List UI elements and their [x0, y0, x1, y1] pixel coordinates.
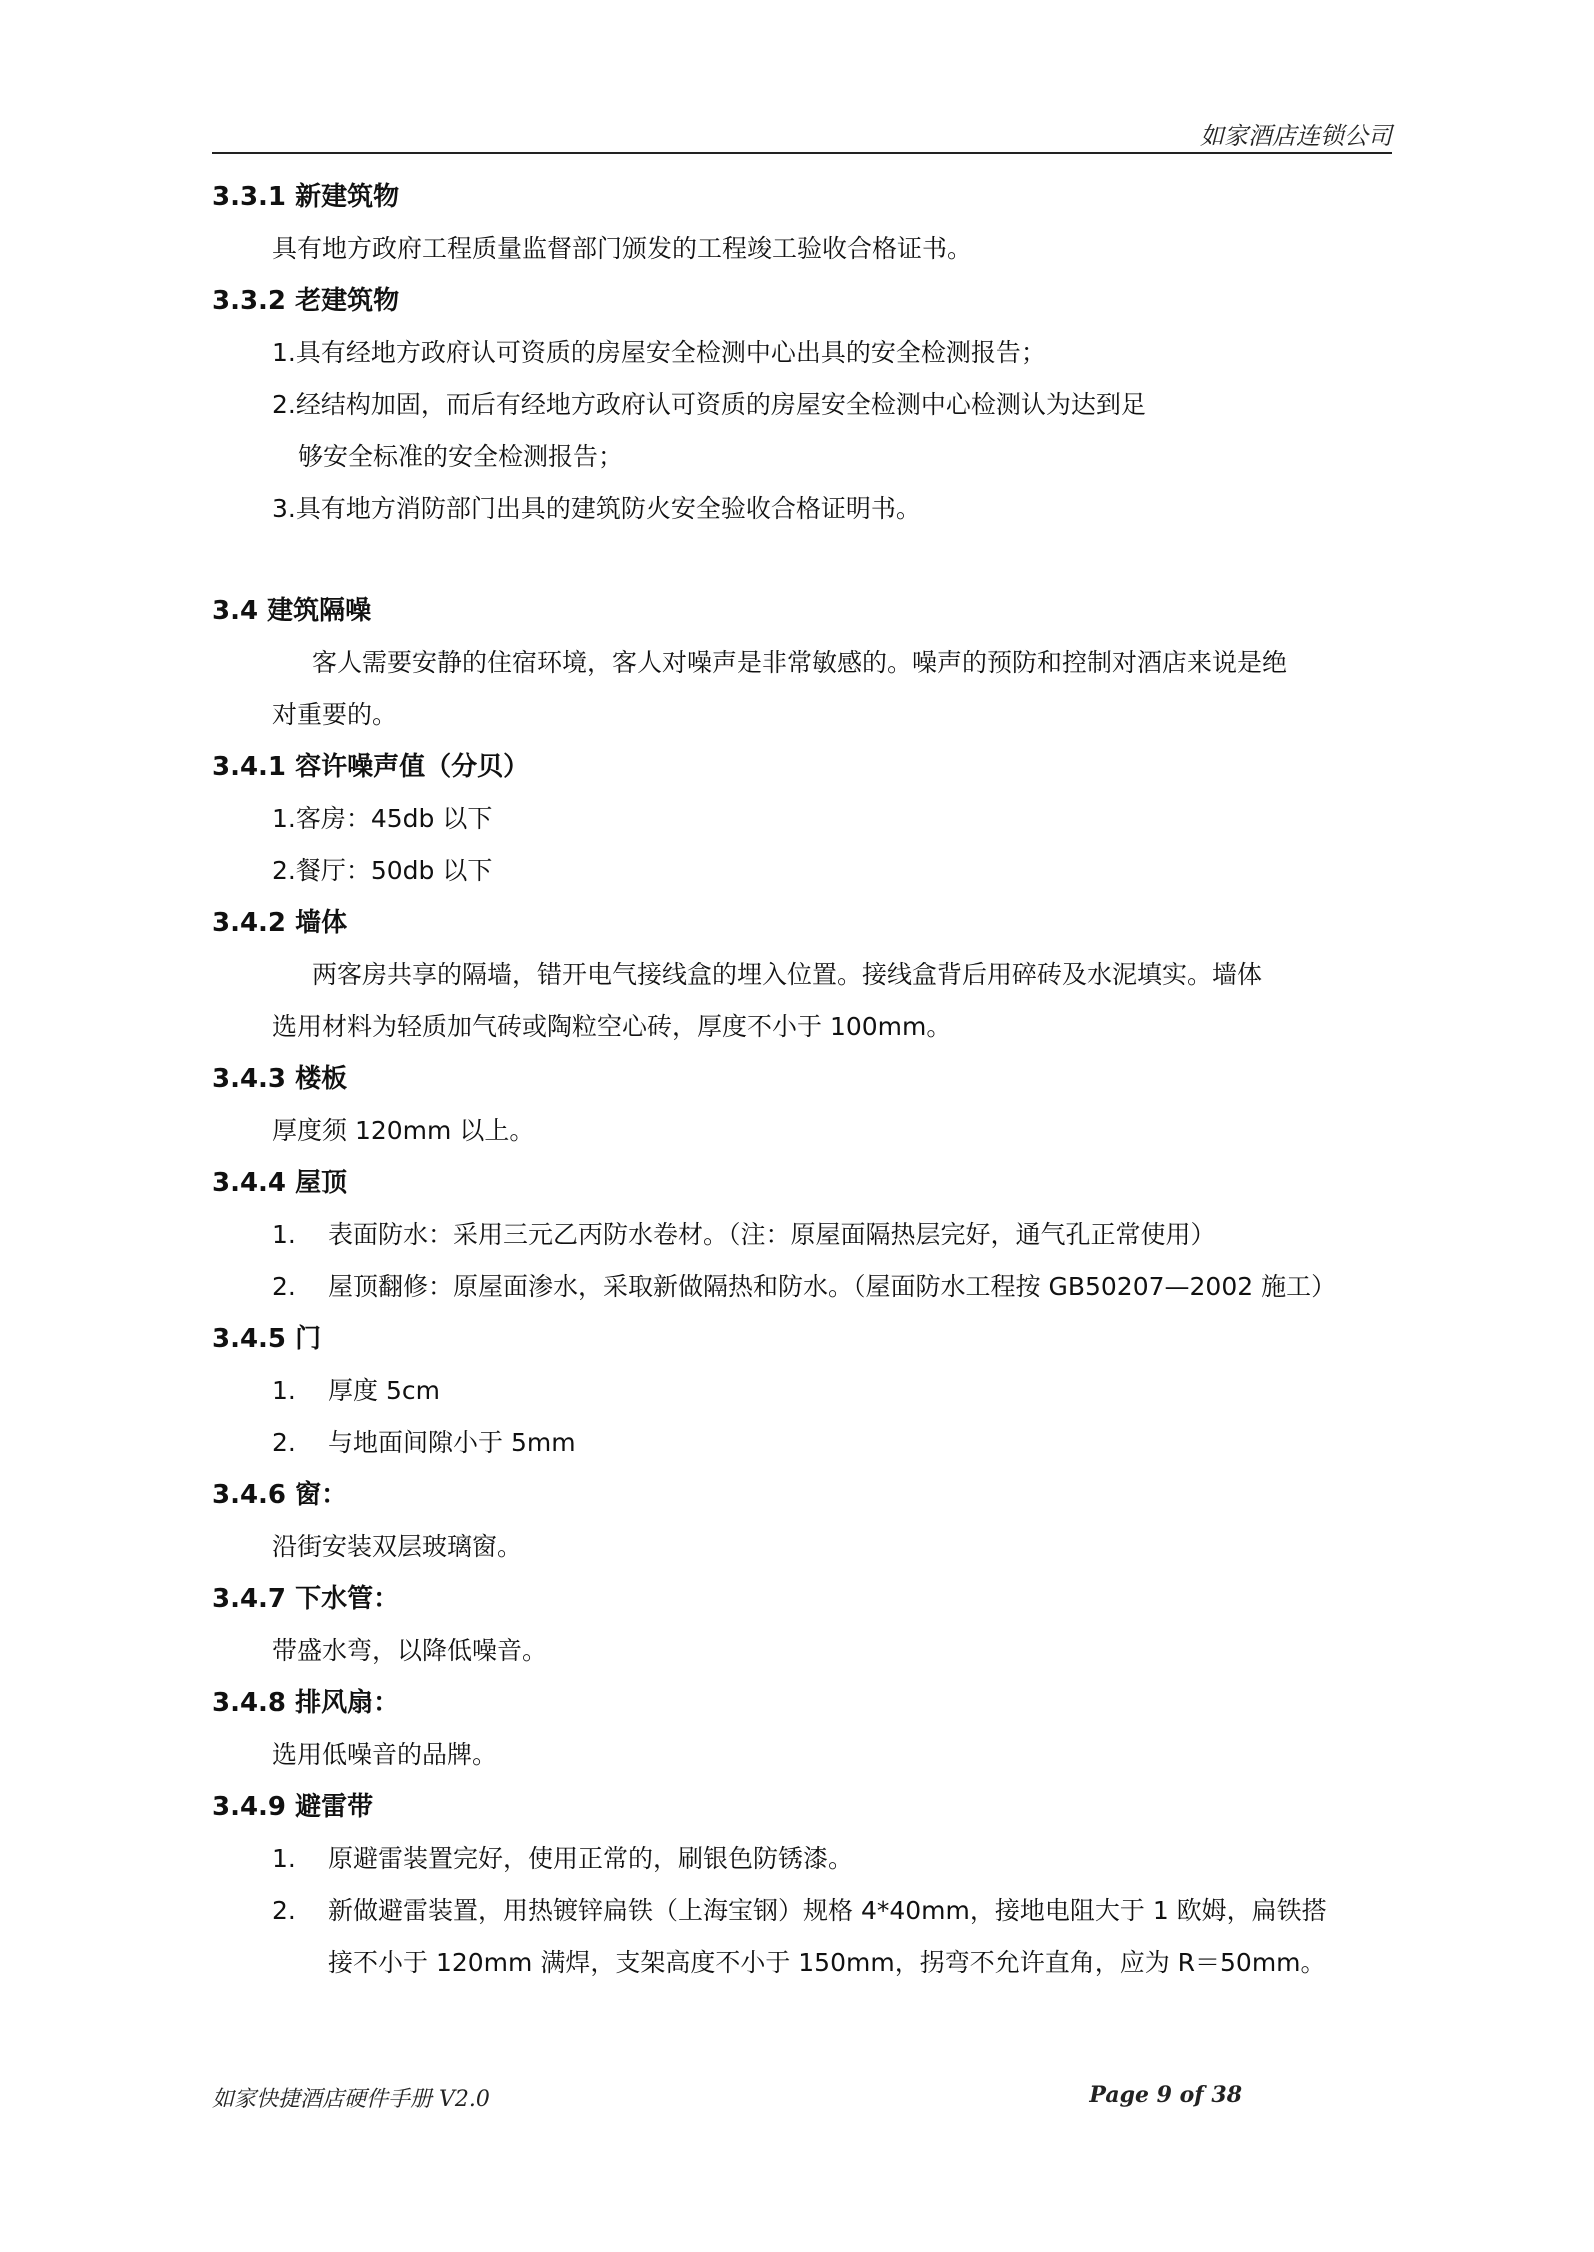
list-text: 屋顶翻修：原屋面渗水，采取新做隔热和防水。（屋面防水工程按 GB50207—2002 施工）	[328, 1272, 1337, 1301]
page-footer	[212, 2082, 1242, 2122]
list-item	[212, 1842, 1392, 1894]
list-item-continuation: 够安全标准的安全检测报告；	[298, 442, 624, 471]
heading-3-4-5: 3.4.5 门	[212, 1324, 322, 1354]
heading-3-4-8: 3.4.8 排风扇：	[212, 1688, 400, 1718]
paragraph-line: 两客房共享的隔墙，错开电气接线盒的埋入位置。接线盒背后用碎砖及水泥填实。墙体	[312, 960, 1263, 989]
list-number: 2.	[272, 1272, 296, 1301]
paragraph-line: 对重要的。	[272, 700, 398, 729]
heading-3-4-9: 3.4.9 避雷带	[212, 1792, 374, 1822]
page-number: Page 9 of 38	[1089, 2082, 1242, 2108]
list-number: 1.	[272, 1376, 296, 1405]
list-item	[212, 1894, 1392, 1946]
paragraph: 具有地方政府工程质量监督部门颁发的工程竣工验收合格证书。	[272, 234, 973, 263]
list-text: 新做避雷装置，用热镀锌扁铁（上海宝钢）规格 4*40mm，接地电阻大于 1 欧姆，扁铁搭	[328, 1896, 1327, 1925]
list-text: 表面防水：采用三元乙丙防水卷材。（注：原屋面隔热层完好，通气孔正常使用）	[328, 1220, 1216, 1249]
list-text: 原避雷装置完好，使用正常的，刷银色防锈漆。	[328, 1844, 854, 1873]
list-item: 1.具有经地方政府认可资质的房屋安全检测中心出具的安全检测报告；	[272, 338, 1046, 367]
heading-3-3-1: 3.3.1 新建筑物	[212, 182, 400, 212]
list-item: 2.经结构加固，而后有经地方政府认可资质的房屋安全检测中心检测认为达到足	[272, 390, 1146, 419]
list-text: 与地面间隙小于 5mm	[328, 1428, 576, 1457]
list-item	[212, 1218, 1392, 1270]
paragraph: 带盛水弯，以降低噪音。	[272, 1636, 548, 1665]
heading-3-4-2: 3.4.2 墙体	[212, 908, 348, 938]
list-item: 3.具有地方消防部门出具的建筑防火安全验收合格证明书。	[272, 494, 921, 523]
paragraph-line: 选用材料为轻质加气砖或陶粒空心砖，厚度不小于 100mm。	[272, 1012, 952, 1041]
heading-3-4: 3.4 建筑隔噪	[212, 596, 372, 626]
paragraph-line: 客人需要安静的住宿环境，客人对噪声是非常敏感的。噪声的预防和控制对酒店来说是绝	[312, 648, 1288, 677]
paragraph: 沿街安装双层玻璃窗。	[272, 1532, 523, 1561]
heading-3-3-2: 3.3.2 老建筑物	[212, 286, 400, 316]
manual-title: 如家快捷酒店硬件手册 V2.0	[212, 2087, 490, 2112]
list-text: 厚度 5cm	[328, 1376, 440, 1405]
list-number: 1.	[272, 1844, 296, 1873]
heading-3-4-1: 3.4.1 容许噪声值（分贝）	[212, 752, 530, 782]
list-item: 2.餐厅：50db 以下	[272, 856, 493, 885]
list-number: 2.	[272, 1896, 296, 1925]
document-body	[212, 180, 1392, 1998]
list-item	[212, 1374, 1392, 1426]
section-gap	[212, 544, 1392, 594]
list-number: 2.	[272, 1428, 296, 1457]
list-item-continuation: 接不小于 120mm 满焊，支架高度不小于 150mm，拐弯不允许直角，应为 R＝50mm。	[328, 1948, 1326, 1977]
paragraph: 选用低噪音的品牌。	[272, 1740, 498, 1769]
page-header	[212, 112, 1392, 154]
company-name: 如家酒店连锁公司	[1200, 122, 1392, 150]
heading-3-4-4: 3.4.4 屋顶	[212, 1168, 348, 1198]
list-item	[212, 1426, 1392, 1478]
heading-3-4-6: 3.4.6 窗：	[212, 1480, 348, 1510]
heading-3-4-3: 3.4.3 楼板	[212, 1064, 348, 1094]
list-item	[212, 1270, 1392, 1322]
paragraph: 厚度须 120mm 以上。	[272, 1116, 535, 1145]
heading-3-4-7: 3.4.7 下水管：	[212, 1584, 400, 1614]
list-number: 1.	[272, 1220, 296, 1249]
list-item: 1.客房：45db 以下	[272, 804, 493, 833]
